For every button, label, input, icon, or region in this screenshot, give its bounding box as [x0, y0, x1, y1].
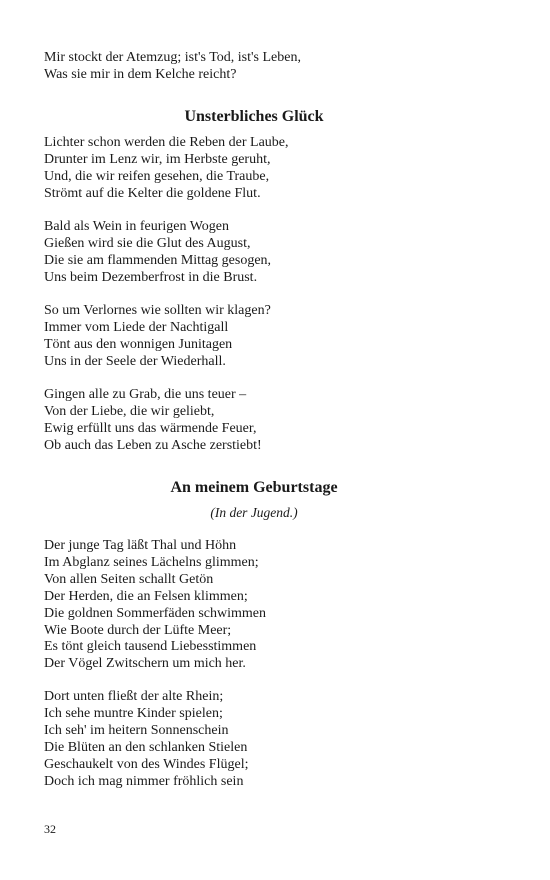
verse-line: Lichter schon werden die Reben der Laube,	[44, 135, 289, 150]
page-number: 32	[44, 822, 56, 836]
verse-line: Mir stockt der Atemzug; ist's Tod, ist's Leben,	[44, 50, 301, 65]
verse-line: Doch ich mag nimmer fröhlich sein	[44, 773, 244, 789]
poem-subtitle: (In der Jugend.)	[210, 505, 298, 520]
verse-line: Ob auch das Leben zu Asche zerstiebt!	[44, 437, 262, 453]
verse-line: Was sie mir in dem Kelche reicht?	[44, 66, 237, 82]
verse-line: Von allen Seiten schallt Getön	[44, 571, 214, 587]
verse-line: Uns beim Dezemberfrost in die Brust.	[44, 269, 258, 285]
verse-line: Die goldnen Sommerfäden schwimmen	[44, 605, 267, 621]
verse-line: Gießen wird sie die Glut des August,	[44, 235, 251, 251]
poem1-stanza-1	[44, 135, 504, 203]
poem2-stanza-1	[44, 538, 504, 673]
poem-title: Unsterbliches Glück	[184, 108, 324, 125]
poem-title: An meinem Geburtstage	[170, 479, 338, 496]
poem2-stanza-2	[44, 689, 504, 790]
verse-line: Wie Boote durch der Lüfte Meer;	[44, 622, 232, 638]
verse-line: Dort unten fließt der alte Rhein;	[44, 689, 224, 704]
verse-line: Immer vom Liede der Nachtigall	[44, 319, 229, 335]
verse-line: Und, die wir reifen gesehen, die Traube,	[44, 168, 270, 184]
verse-line: Drunter im Lenz wir, im Herbste geruht,	[44, 151, 271, 167]
verse-line: Ich sehe muntre Kinder spielen;	[44, 705, 223, 721]
verse-line: Die Blüten an den schlanken Stielen	[44, 739, 248, 755]
verse-line: So um Verlornes wie sollten wir klagen?	[44, 303, 271, 318]
poem1-stanza-3	[44, 303, 504, 371]
poem1-stanza-2	[44, 219, 504, 287]
top-stanza	[44, 50, 504, 84]
verse-line: Bald als Wein in feurigen Wogen	[44, 219, 230, 234]
verse-line: Es tönt gleich tausend Liebesstimmen	[44, 639, 257, 655]
verse-line: Uns in der Seele der Wiederhall.	[44, 353, 226, 369]
verse-line: Der Vögel Zwitschern um mich her.	[44, 656, 246, 672]
verse-line: Von der Liebe, die wir geliebt,	[44, 403, 215, 419]
verse-line: Ich seh' im heitern Sonnenschein	[44, 722, 229, 738]
verse-line: Im Abglanz seines Lächelns glimmen;	[44, 554, 259, 570]
verse-line: Der Herden, die an Felsen klimmen;	[44, 588, 248, 604]
verse-line: Strömt auf die Kelter die goldene Flut.	[44, 185, 261, 201]
book-page	[44, 0, 504, 880]
verse-line: Tönt aus den wonnigen Junitagen	[44, 336, 233, 352]
verse-line: Gingen alle zu Grab, die uns teuer –	[44, 387, 247, 402]
verse-line: Der junge Tag läßt Thal und Höhn	[44, 538, 237, 553]
verse-line: Ewig erfüllt uns das wärmende Feuer,	[44, 420, 257, 436]
verse-line: Geschaukelt von des Windes Flügel;	[44, 756, 249, 772]
poem1-stanza-4	[44, 387, 504, 455]
verse-line: Die sie am flammenden Mittag gesogen,	[44, 252, 272, 268]
